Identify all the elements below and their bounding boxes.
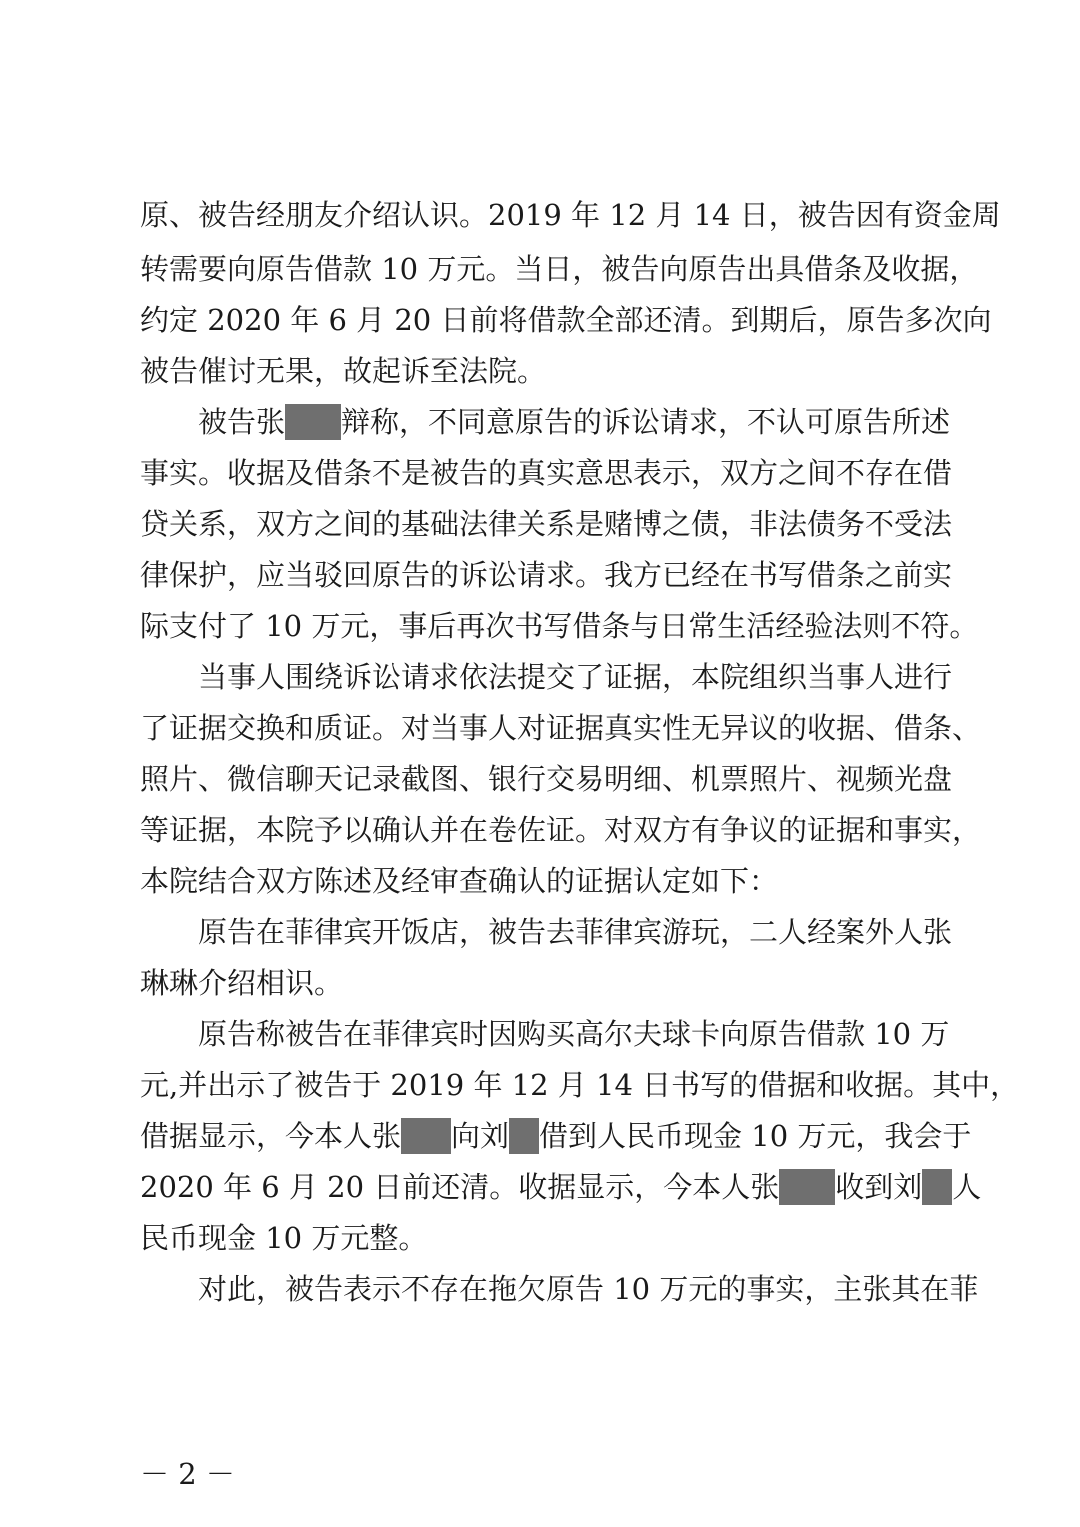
text-line: 等证据，本院予以确认并在卷佐证。对双方有争议的证据和事实， xyxy=(140,813,982,847)
redaction-block xyxy=(779,1169,835,1205)
text-line: 元,并出示了被告于 2019 年 12 月 14 日书写的借据和收据。其中， xyxy=(140,1068,1020,1102)
text-line: 律保护，应当驳回原告的诉讼请求。我方已经在书写借条之前实 xyxy=(140,558,953,592)
text-line: 原、被告经朋友介绍认识。2019 年 12 月 14 日，被告因有资金周 xyxy=(140,198,1001,232)
redaction-block xyxy=(922,1169,952,1205)
text-line: 约定 2020 年 6 月 20 日前将借款全部还清。到期后，原告多次向 xyxy=(140,303,992,337)
text-line: 借据显示，今本人张 向刘 借到人民币现金 10 万元，我会于 xyxy=(140,1119,972,1153)
page-number: － 2 － xyxy=(140,1457,235,1491)
text-line: 照片、微信聊天记录截图、银行交易明细、机票照片、视频光盘 xyxy=(140,762,953,796)
text-line: 琳琳介绍相识。 xyxy=(140,966,344,1000)
text-line: 2020 年 6 月 20 日前还清。收据显示，今本人张 收到刘 人 xyxy=(140,1170,982,1204)
redaction-block xyxy=(401,1118,451,1154)
text-line: 民币现金 10 万元整。 xyxy=(140,1221,428,1255)
redaction-block xyxy=(509,1118,539,1154)
text-line: 原告在菲律宾开饭店，被告去菲律宾游玩，二人经案外人张 xyxy=(140,915,953,949)
text-line: 当事人围绕诉讼请求依法提交了证据，本院组织当事人进行 xyxy=(140,660,953,694)
text-line: 原告称被告在菲律宾时因购买高尔夫球卡向原告借款 10 万 xyxy=(140,1017,950,1051)
text-line: 被告张 辩称，不同意原告的诉讼请求，不认可原告所述 xyxy=(140,405,951,439)
text-line: 转需要向原告借款 10 万元。当日，被告向原告出具借条及收据， xyxy=(140,252,979,286)
text-line: 本院结合双方陈述及经审查确认的证据认定如下： xyxy=(140,864,779,898)
text-line: 贷关系，双方之间的基础法律关系是赌博之债，非法债务不受法 xyxy=(140,507,953,541)
text-line: 际支付了 10 万元，事后再次书写借条与日常生活经验法则不符。 xyxy=(140,609,979,643)
text-line: 了证据交换和质证。对当事人对证据真实性无异议的收据、借条、 xyxy=(140,711,982,745)
text-line: 对此，被告表示不存在拖欠原告 10 万元的事实，主张其在菲 xyxy=(140,1272,979,1306)
text-line: 事实。收据及借条不是被告的真实意思表示，双方之间不存在借 xyxy=(140,456,953,490)
redaction-block xyxy=(285,404,341,440)
text-line: 被告催讨无果，故起诉至法院。 xyxy=(140,354,547,388)
